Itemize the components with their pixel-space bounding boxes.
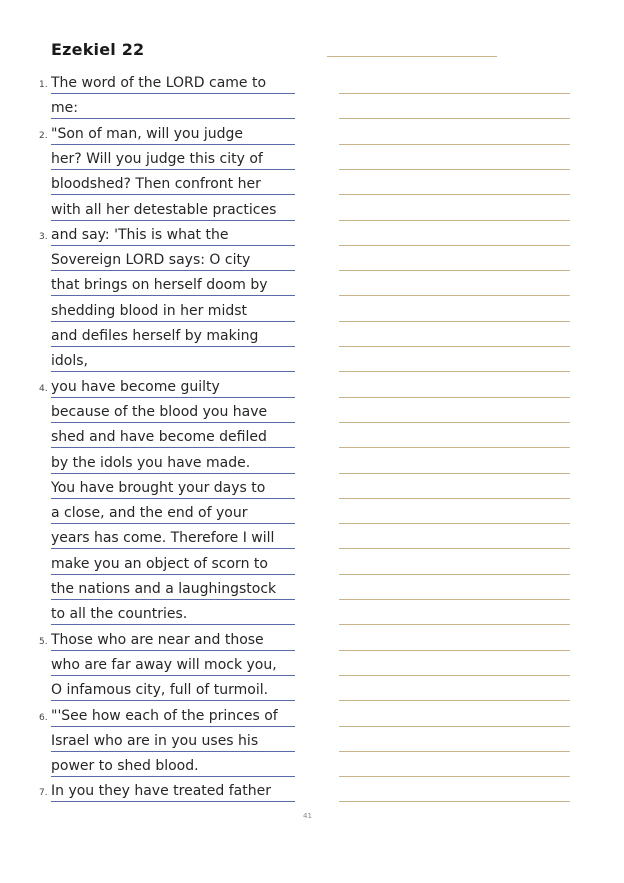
verse-text: shed and have become defiled [51,429,267,446]
writing-line[interactable] [339,397,570,398]
writing-line[interactable] [339,194,570,195]
verse-text: who are far away will mock you, [51,656,277,673]
writing-line[interactable] [339,523,570,524]
verse-text: and say: 'This is what the [51,226,229,243]
verse-number: 4. [39,383,48,394]
verse-text: You have brought your days to [51,479,266,496]
text-line [51,270,295,296]
text-line [51,701,295,727]
text-line [51,776,295,802]
text-line [51,473,295,499]
verse-text: the nations and a laughingstock [51,581,277,597]
text-line [51,144,295,170]
verse-text: Israel who are in you uses his [51,732,259,749]
verse-text: Sovereign LORD says: O city [51,252,251,269]
writing-line[interactable] [339,93,570,94]
verse-text: In you they have treated father [51,783,271,800]
verse-text: "'See how each of the princes of [51,707,278,724]
writing-line[interactable] [339,599,570,600]
text-line [51,372,295,398]
verse-text: a close, and the end of your [51,505,248,522]
writing-line[interactable] [339,144,570,145]
text-line [51,726,295,752]
text-line [51,321,295,347]
text-line [51,296,295,322]
page-number: 41 [303,812,312,820]
text-line [51,625,295,651]
title-writing-line [327,56,497,57]
writing-line[interactable] [339,700,570,701]
writing-line[interactable] [339,776,570,777]
writing-line[interactable] [339,220,570,221]
writing-line[interactable] [339,650,570,651]
text-line [51,549,295,575]
verse-text: me: [51,100,78,117]
text-line [51,751,295,777]
writing-line[interactable] [339,751,570,752]
verse-text: shedding blood in her midst [51,302,247,319]
text-line [51,220,295,246]
text-line [51,422,295,448]
text-line [51,346,295,372]
verse-text: make you an object of scorn to [51,555,268,572]
writing-line[interactable] [339,169,570,170]
text-line [51,650,295,676]
text-line [51,119,295,145]
text-line [51,675,295,701]
verse-text: her? Will you judge this city of [51,150,263,167]
text-line [51,599,295,625]
text-line [51,448,295,474]
writing-line[interactable] [339,422,570,423]
verse-text: and defiles herself by making [51,328,259,344]
writing-line[interactable] [339,321,570,322]
verse-text: that brings on herself doom by [51,277,268,294]
writing-line[interactable] [339,726,570,727]
verse-text: The word of the LORD came to [51,75,267,91]
text-line [51,245,295,271]
writing-line[interactable] [339,498,570,499]
writing-line[interactable] [339,548,570,549]
writing-line[interactable] [339,346,570,347]
text-line [51,93,295,119]
writing-line[interactable] [339,118,570,119]
verse-number: 1. [39,80,48,90]
verse-text: O infamous city, full of turmoil. [51,682,269,699]
text-line [51,397,295,423]
verse-number: 3. [39,231,48,242]
writing-line[interactable] [339,473,570,474]
verse-number: 5. [39,636,48,647]
text-line [51,574,295,600]
writing-line[interactable] [339,675,570,676]
verse-number: 2. [39,130,48,141]
writing-line[interactable] [339,624,570,625]
page-title: Ezekiel 22 [51,40,145,59]
verse-text: you have become guilty [51,378,220,395]
text-line [51,195,295,221]
writing-line[interactable] [339,447,570,448]
writing-line[interactable] [339,371,570,372]
writing-line[interactable] [339,245,570,246]
verse-text: years has come. Therefore I will [51,530,275,547]
verse-text: idols, [51,353,88,370]
verse-text: Those who are near and those [51,631,264,648]
writing-line[interactable] [339,270,570,271]
verse-text: with all her detestable practices [51,201,277,218]
text-line [51,498,295,524]
verse-number: 7. [39,788,48,799]
verse-text: bloodshed? Then confront her [51,176,261,193]
verse-text: power to shed blood. [51,758,199,775]
text-line [51,523,295,549]
text-line [51,169,295,195]
text-line [51,68,295,94]
writing-line[interactable] [339,574,570,575]
verse-text: because of the blood you have [51,403,268,420]
verse-text: "Son of man, will you judge [51,125,244,142]
verse-text: to all the countries. [51,606,188,623]
verse-number: 6. [39,712,48,723]
writing-line[interactable] [339,295,570,296]
writing-line[interactable] [339,801,570,802]
verse-text: by the idols you have made. [51,454,251,471]
